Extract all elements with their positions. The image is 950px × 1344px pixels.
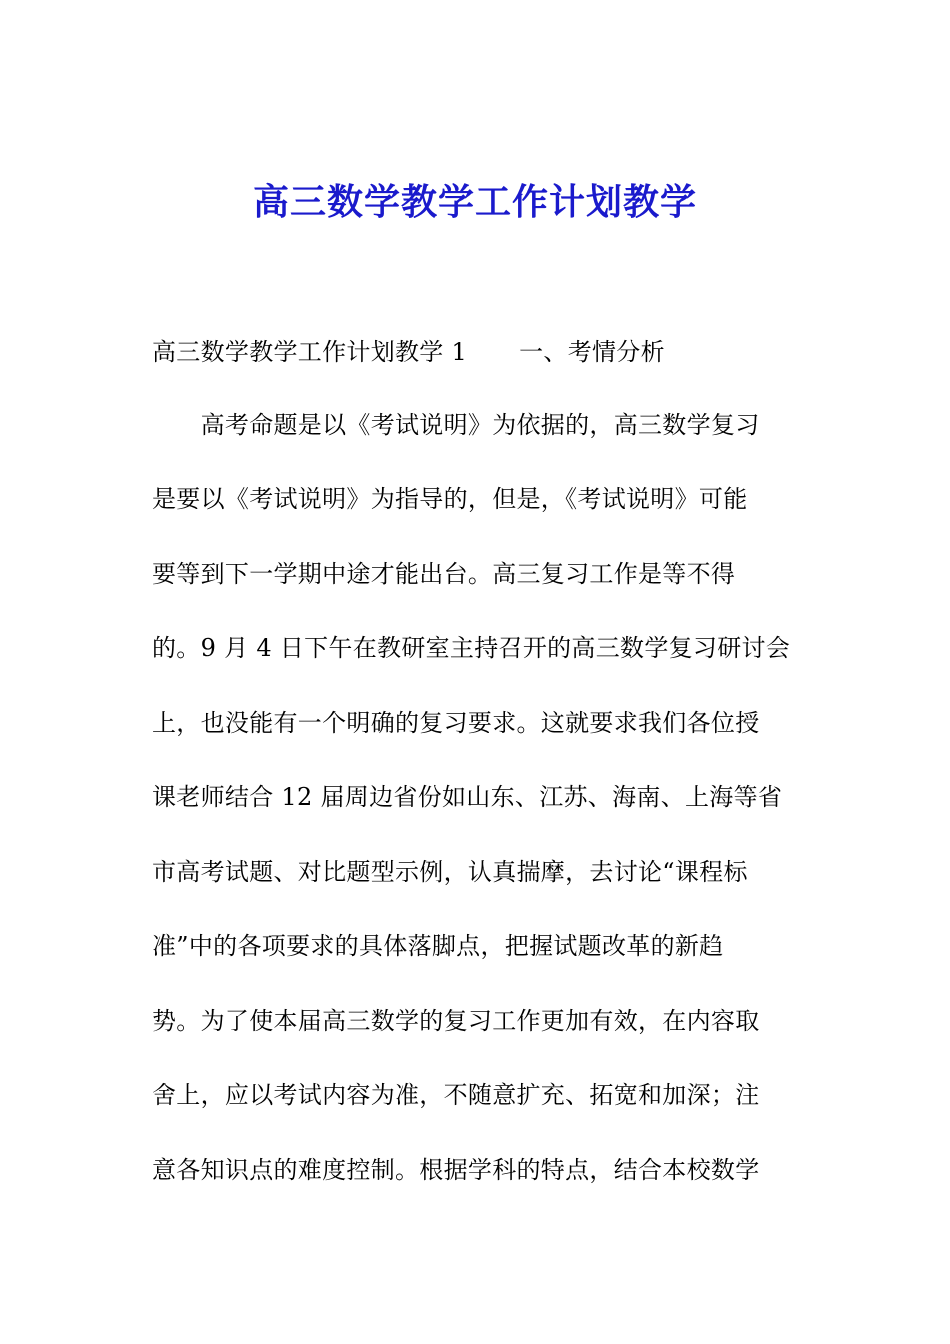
paragraph-line: 的。9 月 4 日下午在教研室主持召开的高三数学复习研讨会 [152, 634, 791, 662]
document-subtitle [152, 335, 665, 369]
paragraph-line: 准”中的各项要求的具体落脚点，把握试题改革的新趋 [152, 932, 724, 960]
subtitle-left: 高三数学教学工作计划教学 1 [152, 338, 468, 366]
paragraph-line: 上，也没能有一个明确的复习要求。这就要求我们各位授 [152, 709, 760, 737]
paragraph-line: 课老师结合 12 届周边省份如山东、江苏、海南、上海等省 [152, 783, 783, 811]
paragraph-line: 高考命题是以《考试说明》为依据的，高三数学复习 [152, 411, 760, 439]
paragraph-line: 是要以《考试说明》为指导的，但是，《考试说明》可能 [152, 485, 748, 513]
paragraph-line: 市高考试题、对比题型示例，认真揣摩，去讨论“课程标 [152, 858, 748, 886]
document-title: 高三数学教学工作计划教学 [252, 181, 697, 223]
paragraph-line: 舍上，应以考试内容为准，不随意扩充、拓宽和加深；注 [152, 1081, 760, 1109]
paragraph-line: 意各知识点的难度控制。根据学科的特点，结合本校数学 [152, 1156, 760, 1184]
paragraph-line: 要等到下一学期中途才能出台。高三复习工作是等不得 [152, 560, 736, 588]
subtitle-right: 一、考情分析 [519, 338, 665, 366]
paragraph-line: 势。为了使本届高三数学的复习工作更加有效，在内容取 [152, 1007, 760, 1035]
